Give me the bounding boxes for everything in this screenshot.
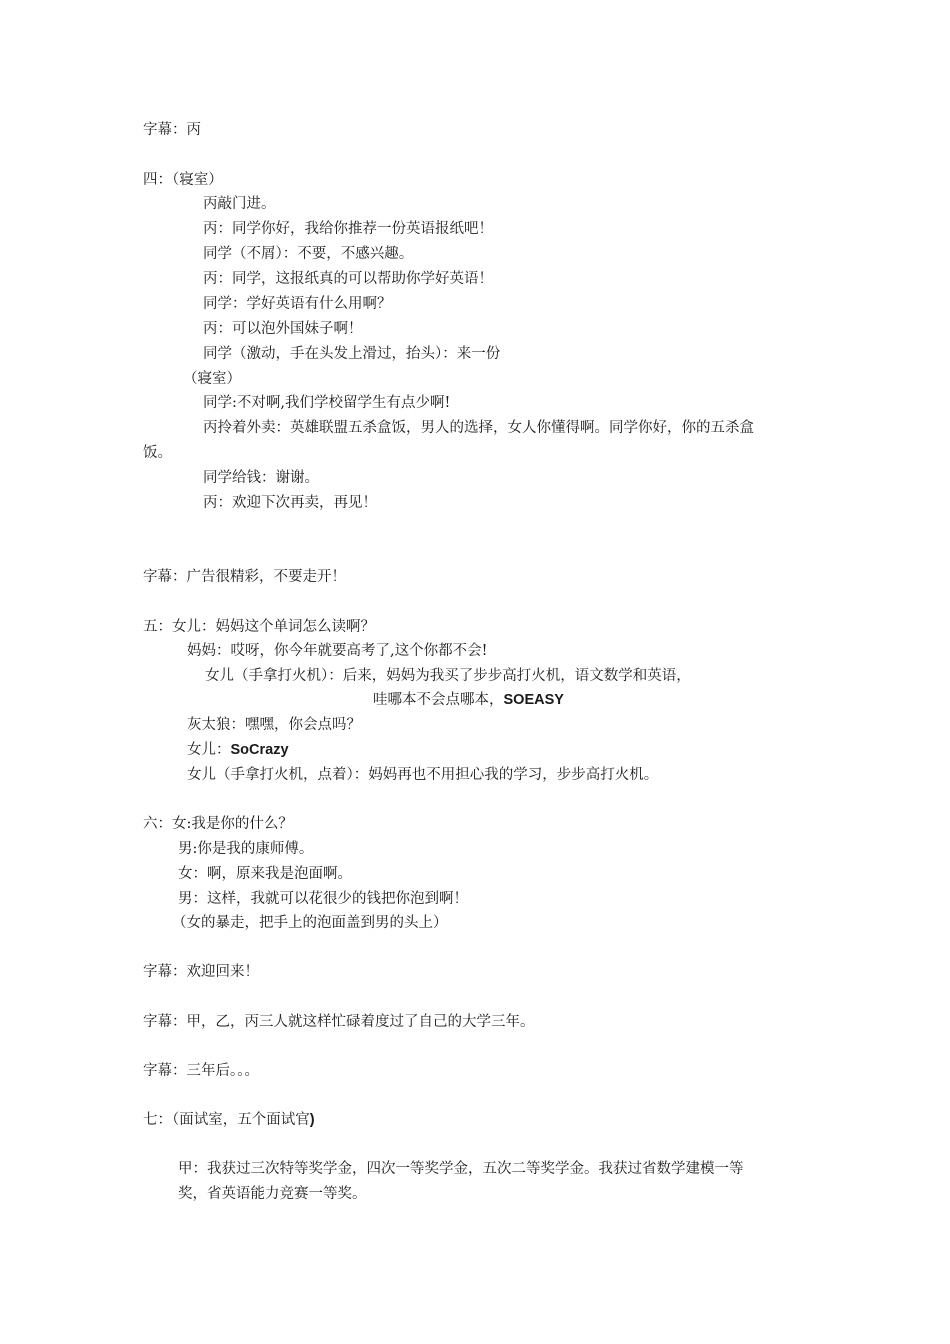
section-heading: 六：女:我是你的什么？	[143, 816, 293, 832]
text-line: 丙：同学，这报纸真的可以帮助你学好英语！	[203, 271, 493, 287]
text-line: 同学（不屑）：不要，不感兴趣。	[203, 246, 414, 262]
text-line: （女的暴走，把手上的泡面盖到男的头上）	[172, 915, 448, 931]
text-line: 丙：可以泡外国妹子啊！	[203, 321, 363, 337]
text-line: 灰太狼：嘿嘿，你会点吗？	[187, 717, 361, 733]
text-line: 女：啊，原来我是泡面啊。	[178, 866, 352, 882]
text-line: （寝室）	[183, 371, 241, 387]
section-heading: 四：（寝室）	[143, 172, 223, 188]
text-line: 字幕：丙	[143, 122, 201, 138]
text-line: 同学:不对啊,我们学校留学生有点少啊!	[203, 395, 451, 411]
text-line: 甲：我获过三次特等奖学金，四次一等奖学金，五次二等奖学金。我获过省数学建模一等	[178, 1161, 744, 1177]
text-line: 同学（激动，手在头发上滑过，抬头）：来一份	[203, 346, 501, 362]
text-line: 字幕：甲，乙，丙三人就这样忙碌着度过了自己的大学三年。	[143, 1014, 535, 1030]
text-line: 字幕：欢迎回来！	[143, 964, 259, 980]
text-line: 字幕：三年后。。。	[143, 1063, 259, 1079]
text-line: 妈妈：哎呀，你今年就要高考了,这个你都不会!	[187, 643, 488, 659]
text-line: 女儿（手拿打火机，点着）：妈妈再也不用担心我的学习，步步高打火机。	[187, 767, 659, 783]
emphasis-text: SoCrazy	[230, 742, 289, 758]
text-line: 男:你是我的康师傅。	[178, 841, 314, 857]
text-line: 奖，省英语能力竞赛一等奖。	[178, 1186, 367, 1202]
text-line	[373, 690, 564, 710]
text-line: 丙拎着外卖：英雄联盟五杀盒饭，男人的选择，女人你懂得啊。同学你好，你的五杀盒	[203, 420, 754, 436]
text-line: 丙：同学你好，我给你推荐一份英语报纸吧！	[203, 221, 493, 237]
section-heading	[143, 1110, 315, 1130]
text-line: 同学给钱：谢谢。	[203, 470, 319, 486]
text-segment: 哇哪本不会点哪本，	[373, 692, 504, 708]
section-heading: 五：女儿：妈妈这个单词怎么读啊？	[143, 619, 375, 635]
text-line: 同学：学好英语有什么用啊？	[203, 296, 392, 312]
text-line: 丙敲门进。	[203, 196, 276, 212]
text-segment: 七：（面试室，五个面试官	[143, 1112, 310, 1128]
text-segment: 女儿：	[187, 742, 231, 758]
text-line: 丙：欢迎下次再卖，再见！	[203, 495, 377, 511]
emphasis-text: SOEASY	[503, 692, 564, 708]
text-line	[187, 740, 289, 760]
text-line: 饭。	[143, 445, 172, 461]
text-line: 女儿（手拿打火机）：后来，妈妈为我买了步步高打火机，语文数学和英语，	[205, 668, 691, 684]
text-line: 男：这样，我就可以花很少的钱把你泡到啊！	[178, 891, 468, 907]
emphasis-text: )	[309, 1112, 315, 1128]
text-line: 字幕：广告很精彩，不要走开！	[143, 569, 346, 585]
